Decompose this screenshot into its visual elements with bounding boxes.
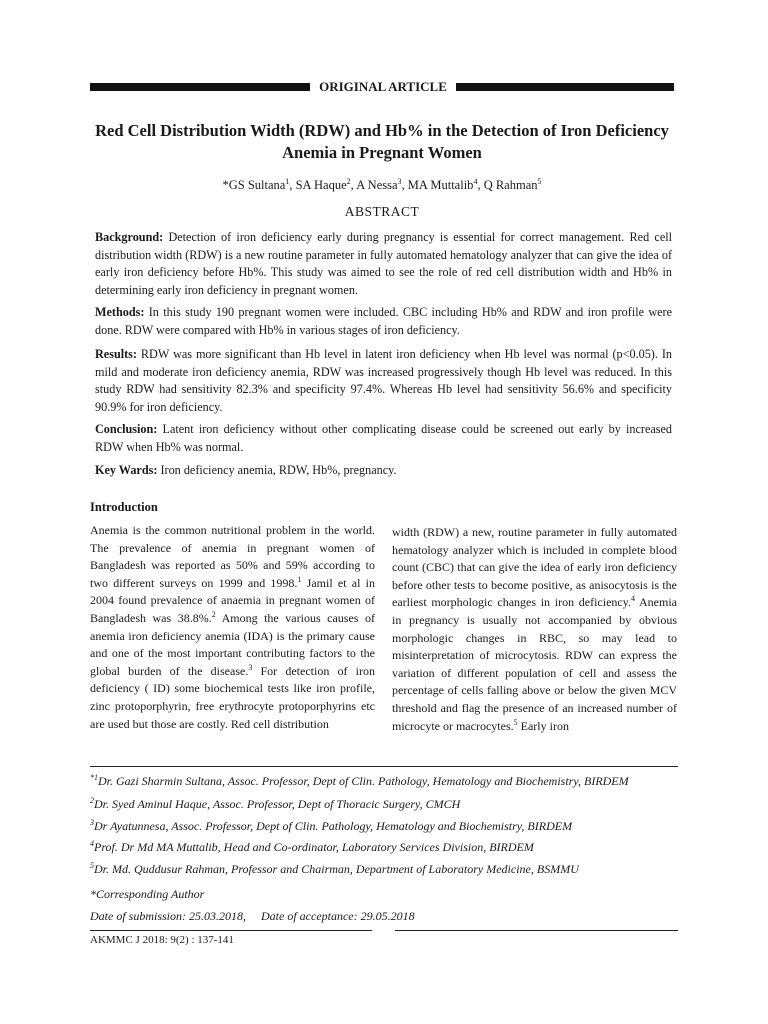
intro-left-text: Among the various causes of anemia iron deficiency anemia (IDA) is the primary cause and one of the most important contributing factors to the global burden of the disease.: [90, 610, 375, 678]
intro-left-text: Anemia is the common nutritional problem in the world. The prevalence of anemia in pregnant women of Bangladesh was reported as 50% and 59% according to two different surveys on 1999 and 1998.: [90, 523, 375, 590]
abstract-keywords-text: Iron deficiency anemia, RDW, Hb%, pregnancy.: [160, 463, 397, 477]
abstract-methods: [95, 304, 672, 339]
intro-left-text: For detection of iron deficiency ( ID) some biochemical tests like iron profile, zinc protoporphyrin, free erythrocyte protoporphyrins etc are used but those are costly. Red cell distribution: [90, 663, 375, 731]
abstract-methods-text: In this study 190 pregnant women were included. CBC including Hb% and RDW and iron profile were done. RDW were compared with Hb% in various stages of iron deficiency.: [95, 305, 672, 337]
author-affiliation-sup: 3: [397, 177, 402, 186]
introduction-column-left: [90, 522, 375, 733]
footnote-sup: 2: [90, 796, 94, 805]
footnote-text: Dr Ayatunnesa, Assoc. Professor, Dept of Clin. Pathology, Hematology and Biochemistry, BIRDEM: [94, 819, 573, 833]
abstract-keywords: [95, 462, 672, 480]
abstract-methods-label: Methods:: [95, 305, 145, 319]
abstract-conclusion-text: Latent iron deficiency without other complicating disease could be screened out early by increased RDW when Hb% was normal.: [95, 422, 673, 454]
article-title: Red Cell Distribution Width (RDW) and Hb% in the Detection of Iron Deficiency Anemia in Pregnant Women: [95, 121, 669, 162]
abstract-results: [95, 346, 672, 416]
banner-bar-left: [90, 83, 310, 91]
intro-right-text: width (RDW) a new, routine parameter in fully automated hematology analyzer which is included in complete blood count (CBC) that can give the idea of early iron deficiency before other tests to become positive, as anisocytosis is the earliest morphologic changes in iron deficiency.: [392, 525, 677, 610]
footnote-divider: [90, 766, 678, 767]
author: Q Rahman: [483, 178, 538, 193]
abstract-conclusion: [95, 421, 672, 456]
footnote-affiliation: [90, 862, 690, 877]
bottom-divider-right: [395, 930, 678, 931]
footnote-text: Prof. Dr Md MA Muttalib, Head and Co-ordinator, Laboratory Services Division, BIRDEM: [94, 840, 534, 854]
intro-right-text: Anemia in pregnancy is usually not accompanied by obvious morphologic changes in RBC, so may lead to misinterpretation of microcytosis. RDW can express the variation of different population of cell and assess the percentage of cells falling above or below the given MCV threshold and flag the presence of an increased number of microcyte or macrocytes.: [392, 595, 677, 733]
footnote-affiliation: [90, 774, 690, 789]
footnote-affiliation: [90, 840, 690, 855]
author-affiliation-sup: 4: [473, 177, 478, 186]
author: SA Haque: [295, 178, 347, 193]
citation-sup: 1: [297, 574, 302, 584]
citation-sup: 5: [513, 717, 518, 727]
author-list: *GS Sultana$^1$, SA Haque$^2$, A Nessa$^3$, MA Muttalib$^4$, Q Rahman$^5$: [222, 177, 542, 193]
abstract-conclusion-label: Conclusion:: [95, 422, 158, 436]
abstract-results-label: Results:: [95, 347, 137, 361]
citation-sup: 2: [211, 609, 216, 619]
acceptance-date: Date of acceptance: 29.05.2018: [261, 909, 415, 923]
author: A Nessa: [356, 178, 398, 193]
footnote-affiliation: [90, 819, 690, 834]
abstract-results-text: RDW was more significant than Hb level in latent iron deficiency when Hb level was normal (p<0.05). In mild and moderate iron deficiency anemia, RDW was increased progressively though Hb level was reduced. In this study RDW had sensitivity 82.3% and specificity 97.4%. Whereas Hb level had sensitivity 56.6% and specificity 90.9% for iron deficiency.: [95, 347, 672, 414]
abstract-heading: ABSTRACT: [344, 204, 420, 219]
journal-reference: AKMMC J 2018: 9(2) : 137-141: [90, 934, 234, 946]
submission-date: Date of submission: 25.03.2018,: [90, 909, 246, 923]
author: *GS Sultana: [222, 178, 286, 193]
author: MA Muttalib: [407, 178, 474, 193]
abstract-keywords-label: Key Wards:: [95, 463, 158, 477]
banner-bar-right: [456, 83, 674, 91]
bottom-divider-left: [90, 930, 372, 931]
intro-right-text: Early iron: [517, 718, 569, 733]
citation-sup: 3: [248, 662, 253, 672]
footnote-sup: 5: [90, 861, 94, 870]
footnote-text: Dr. Md. Quddusur Rahman, Professor and Chairman, Department of Laboratory Medicine, BSMMU: [94, 862, 579, 876]
introduction-column-right: [392, 524, 677, 735]
article-type-label: ORIGINAL ARTICLE: [319, 79, 447, 94]
citation-sup: 4: [630, 594, 635, 604]
corresponding-author-note: *Corresponding Author: [90, 887, 205, 901]
footnote-text: Dr. Gazi Sharmin Sultana, Assoc. Professor, Dept of Clin. Pathology, Hematology and Biochemistry, BIRDEM: [98, 774, 629, 788]
article-type-banner: [90, 79, 674, 94]
author-affiliation-sup: 1: [285, 177, 290, 186]
author-affiliation-sup: 5: [537, 177, 542, 186]
footnote-text: Dr. Syed Aminul Haque, Assoc. Professor, Dept of Thoracic Surgery, CMCH: [94, 797, 461, 811]
abstract-background-text: Detection of iron deficiency early during pregnancy is essential for correct management. Red cell distribution width (RDW) is a new routine parameter in fully automated hematology analyzer that can give the idea of early iron deficiency before Hb%. This study was aimed to see the role of red cell distribution width and Hb% in determining early iron deficiency in pregnant women.: [95, 230, 673, 297]
introduction-heading: Introduction: [90, 500, 158, 514]
footnote-sup: 4: [90, 839, 94, 848]
author-affiliation-sup: 2: [346, 177, 351, 186]
footnote-sup: *1: [90, 773, 98, 782]
intro-left-text: Jamil et al in 2004 found prevalence of anaemia in pregnant women of Bangladesh was 38.8%.: [90, 575, 375, 625]
abstract-background: [95, 229, 672, 299]
footnote-affiliation: [90, 797, 690, 812]
article-dates: [90, 909, 427, 924]
footnote-sup: 3: [90, 818, 94, 827]
abstract-background-label: Background:: [95, 230, 164, 244]
